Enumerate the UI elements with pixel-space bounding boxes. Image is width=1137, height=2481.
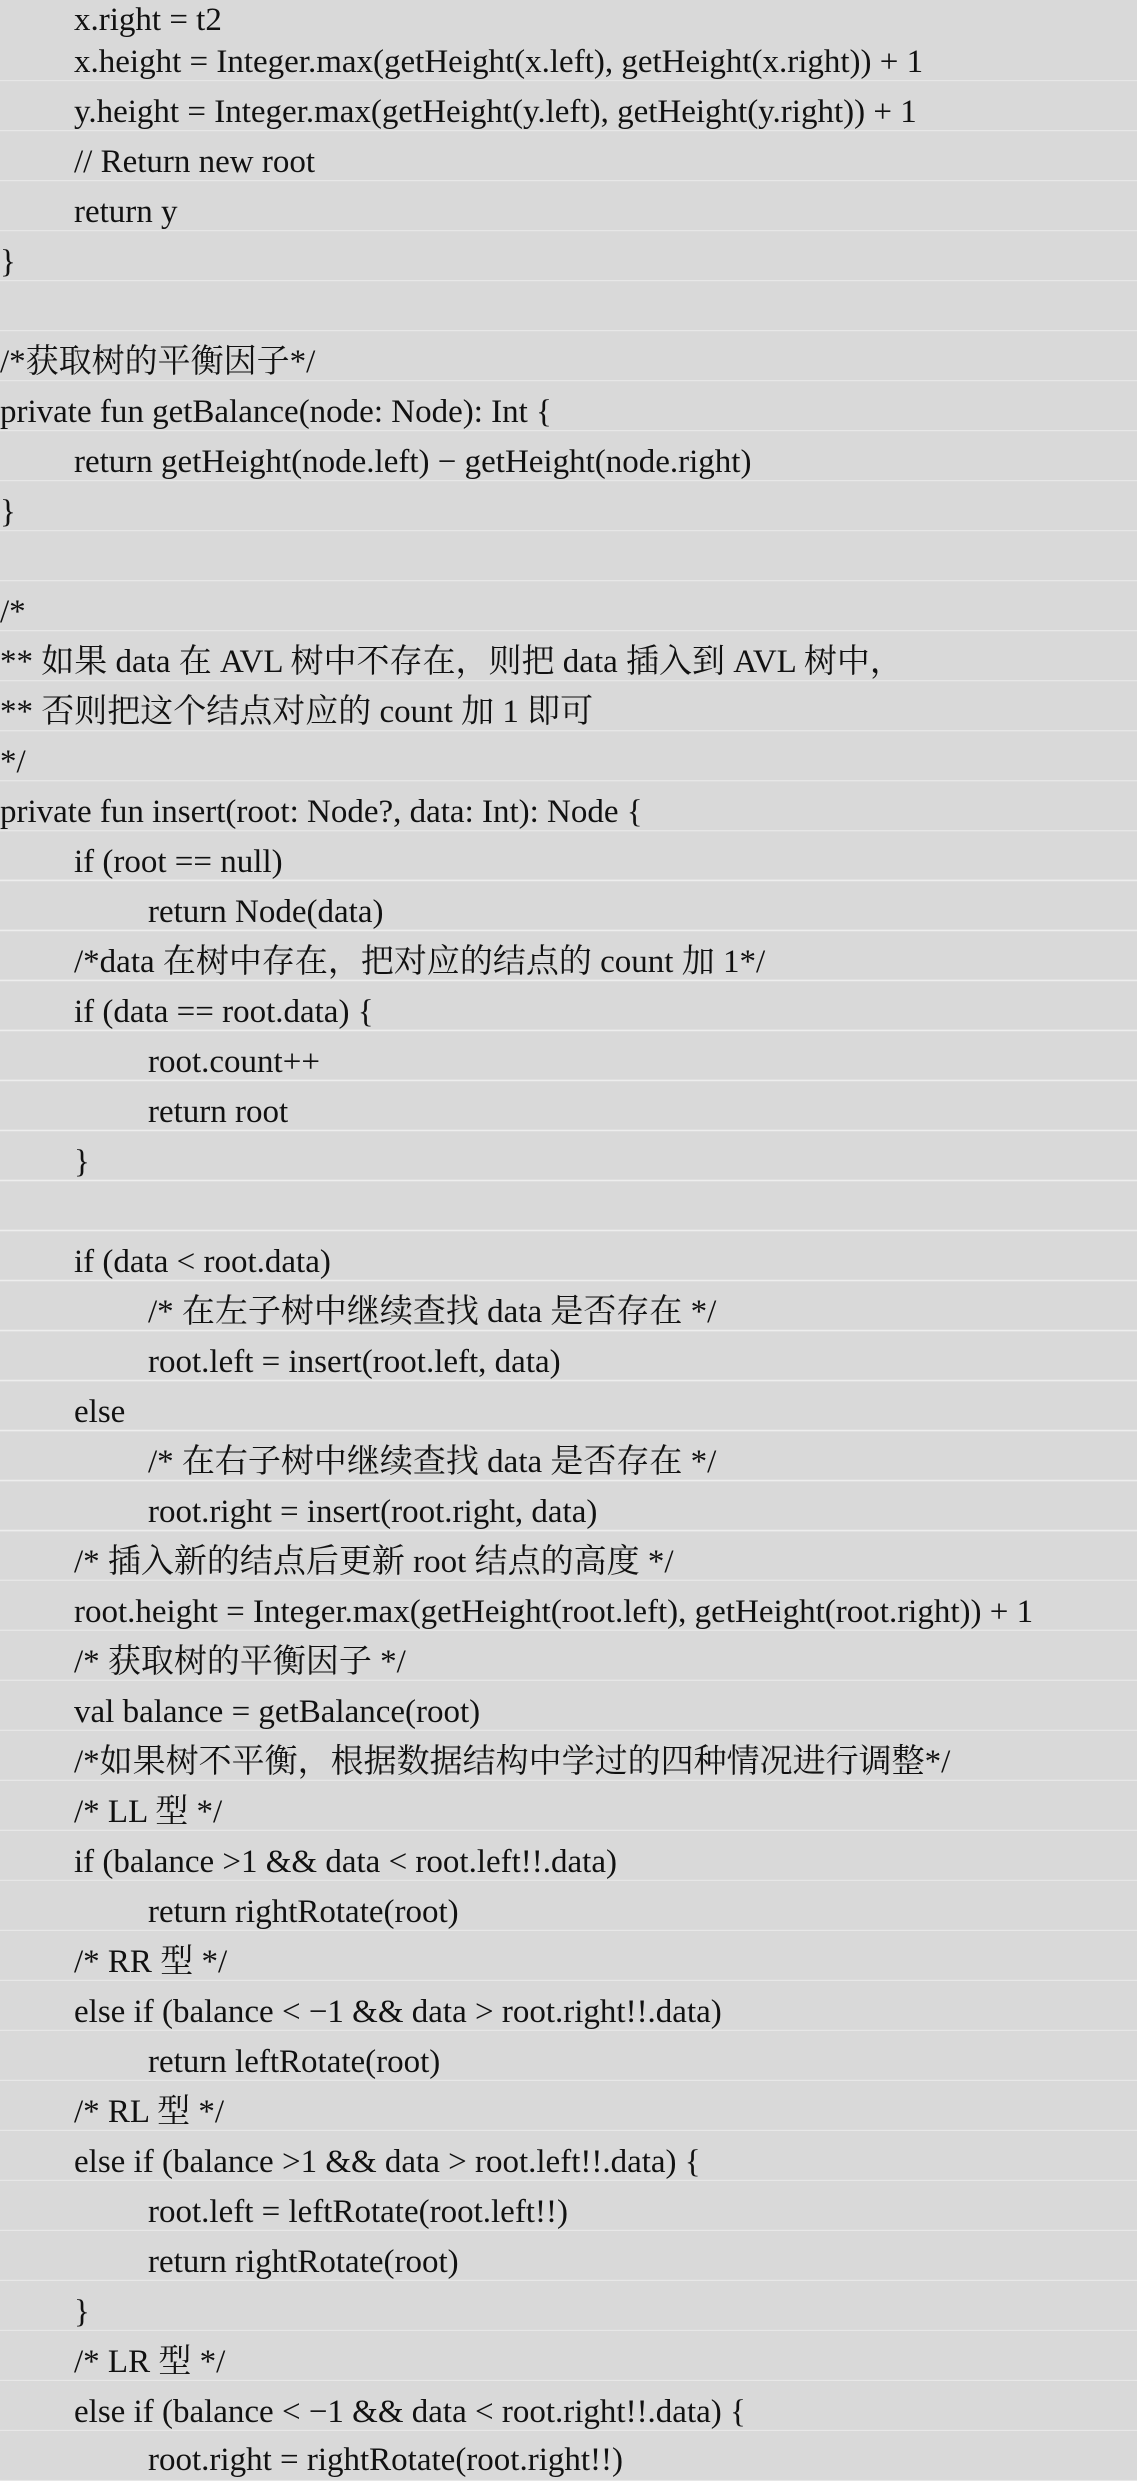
code-line: private fun insert(root: Node?, data: Int): Node { [0, 794, 643, 830]
code-line: } [0, 494, 16, 530]
code-line: } [74, 1144, 90, 1180]
code-line: root.right = insert(root.right, data) [148, 1494, 598, 1530]
code-line: else [74, 1394, 126, 1430]
code-line: // Return new root [74, 144, 316, 180]
code-line: if (data == root.data) { [74, 994, 374, 1030]
code-line: else if (balance < −1 && data > root.right!!.data) [74, 1994, 722, 2030]
code-line: return getHeight(node.left) − getHeight(node.right) [74, 444, 752, 480]
code-line: return y [74, 194, 178, 230]
code-line: root.right = rightRotate(root.right!!) [148, 2442, 624, 2478]
code-line: if (data < root.data) [74, 1244, 331, 1280]
code-line: val balance = getBalance(root) [74, 1694, 481, 1730]
code-line: root.count++ [148, 1044, 320, 1080]
code-line: /*data 在树中存在，把对应的结点的 count 加 1*/ [74, 944, 766, 980]
code-line: /* 在左子树中继续查找 data 是否存在 */ [148, 1294, 717, 1330]
code-line: root.height = Integer.max(getHeight(root.left), getHeight(root.right)) + 1 [74, 1594, 1034, 1630]
code-line: return Node(data) [148, 894, 384, 930]
code-line: } [0, 244, 16, 280]
code-line: return rightRotate(root) [148, 1894, 459, 1930]
code-line: /* 在右子树中继续查找 data 是否存在 */ [148, 1444, 717, 1480]
code-line: if (balance >1 && data < root.left!!.data) [74, 1844, 617, 1880]
code-line: y.height = Integer.max(getHeight(y.left), getHeight(y.right)) + 1 [74, 94, 917, 130]
code-line: /*获取树的平衡因子*/ [0, 344, 316, 380]
code-line: x.height = Integer.max(getHeight(x.left), getHeight(x.right)) + 1 [74, 44, 924, 80]
code-line: return root [148, 1094, 289, 1130]
code-line: else if (balance >1 && data > root.left!!.data) { [74, 2144, 701, 2180]
code-line: /* LR 型 */ [74, 2344, 226, 2380]
code-line: ** 如果 data 在 AVL 树中不存在，则把 data 插入到 AVL 树中， [0, 644, 903, 680]
code-line: root.left = leftRotate(root.left!!) [148, 2194, 568, 2230]
code-line: /* [0, 594, 26, 630]
code-line: */ [0, 744, 26, 780]
code-line: /* LL 型 */ [74, 1794, 223, 1830]
code-line: ** 否则把这个结点对应的 count 加 1 即可 [0, 694, 594, 730]
code-line: return rightRotate(root) [148, 2244, 459, 2280]
code-line: else if (balance < −1 && data < root.right!!.data) { [74, 2394, 746, 2430]
code-line: root.left = insert(root.left, data) [148, 1344, 561, 1380]
code-line: } [74, 2294, 90, 2330]
code-line: /* RL 型 */ [74, 2094, 225, 2130]
code-line: private fun getBalance(node: Node): Int { [0, 394, 552, 430]
code-line: x.right = t2 [74, 2, 222, 38]
code-line: return leftRotate(root) [148, 2044, 441, 2080]
code-line: /* 插入新的结点后更新 root 结点的高度 */ [74, 1544, 674, 1580]
code-line: /* RR 型 */ [74, 1944, 228, 1980]
code-line: /*如果树不平衡，根据数据结构中学过的四种情况进行调整*/ [74, 1744, 951, 1780]
code-line: /* 获取树的平衡因子 */ [74, 1644, 406, 1680]
code-line: if (root == null) [74, 844, 283, 880]
